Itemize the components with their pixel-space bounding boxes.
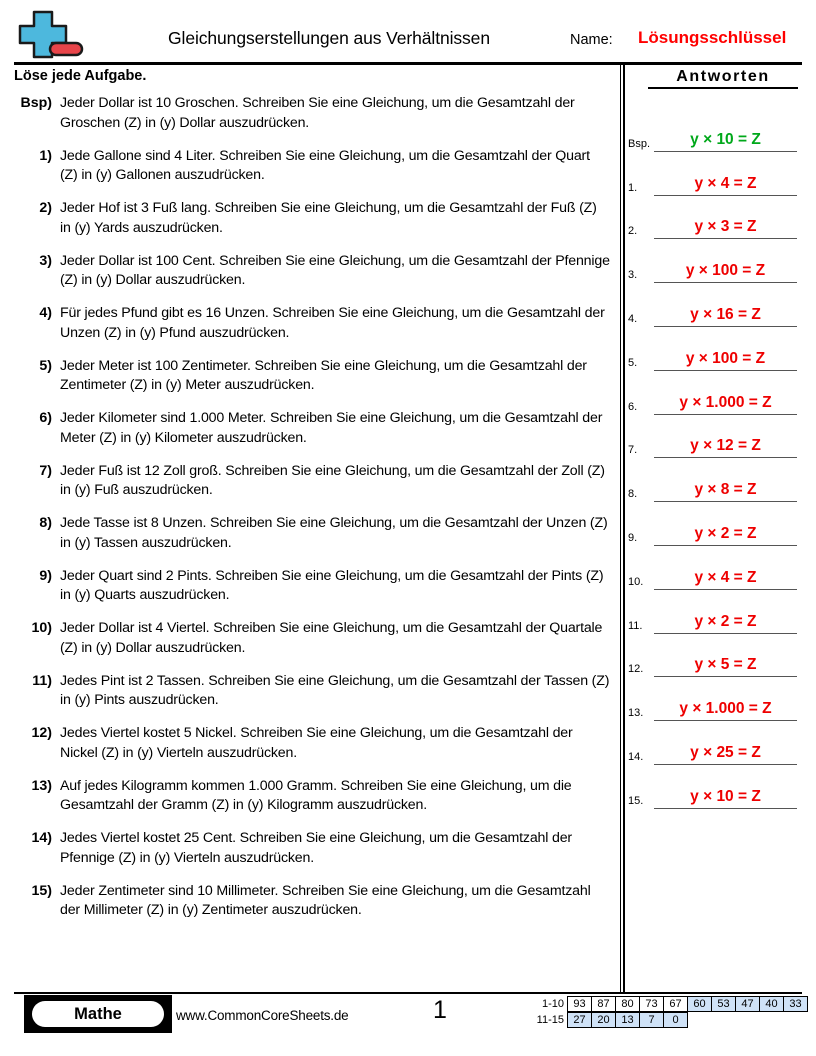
answer-value: y × 100 = Z: [685, 349, 766, 367]
answer-number: 9.: [628, 531, 638, 544]
answer-blank-line[interactable]: [654, 370, 797, 371]
question-text: Jede Tasse ist 8 Unzen. Schreiben Sie eine Gleichung, um die Gesamtzahl der Unzen (Z) in (y) Tassen auszudrücken.: [60, 515, 608, 551]
question-text: Jede Gallone sind 4 Liter. Schreiben Sie eine Gleichung, um die Gesamtzahl der Quart (Z) in (y) Gallonen auszudrücken.: [60, 147, 590, 183]
answer-blank-line[interactable]: [654, 326, 797, 327]
question-row: [14, 514, 610, 553]
grading-cell: 27: [567, 1012, 592, 1028]
grading-cell: 87: [591, 996, 616, 1012]
question-row: [14, 619, 610, 658]
answer-number: 7.: [628, 444, 638, 457]
question-number: 1): [39, 147, 52, 164]
question-text: Jedes Viertel kostet 25 Cent. Schreiben Sie eine Gleichung, um die Gesamtzahl der Pfennige (Z) in (y) Vierteln auszudrücken.: [60, 830, 572, 866]
question-number: 13): [31, 777, 52, 794]
questions-list: [14, 94, 610, 934]
answer-blank-line[interactable]: [654, 151, 797, 152]
answer-blank-line[interactable]: [654, 764, 797, 765]
answer-blank-line[interactable]: [654, 195, 797, 196]
answer-row: [628, 373, 803, 417]
answer-number: 3.: [628, 269, 638, 282]
question-number: 12): [31, 725, 52, 741]
question-row: [14, 304, 610, 343]
answer-value: y × 2 = Z: [694, 612, 757, 630]
answer-number: 14.: [628, 750, 644, 763]
question-number: 14): [31, 830, 52, 846]
question-text: Jeder Hof ist 3 Fuß lang. Schreiben Sie eine Gleichung, um die Gesamtzahl der Fuß (Z) in (y) Yards auszudrücken.: [60, 200, 597, 236]
question-row: [14, 777, 610, 816]
answer-value: y × 25 = Z: [690, 743, 761, 761]
question-row: [14, 462, 610, 501]
answer-row: [628, 241, 803, 285]
question-text: Jeder Kilometer sind 1.000 Meter. Schreiben Sie eine Gleichung, um die Gesamtzahl der Meter (Z) in (y) Kilometer auszudrücken.: [60, 410, 603, 446]
grading-cell: 13: [615, 1012, 640, 1028]
answer-row: [628, 285, 803, 329]
answer-blank-line[interactable]: [654, 633, 797, 634]
answer-blank-line[interactable]: [654, 282, 797, 283]
question-text: Jeder Meter ist 100 Zentimeter. Schreiben Sie eine Gleichung, um die Gesamtzahl der Zentimeter (Z) in (y) Meter auszudrücken.: [60, 357, 587, 393]
question-row: [14, 199, 610, 238]
grading-cell: 93: [567, 996, 592, 1012]
grading-cell: 33: [783, 996, 808, 1012]
question-row: [14, 357, 610, 396]
question-row: [14, 567, 610, 606]
grading-cell: 60: [687, 996, 712, 1012]
answer-blank-line[interactable]: [654, 414, 797, 415]
question-text: Für jedes Pfund gibt es 16 Unzen. Schreiben Sie eine Gleichung, um die Gesamtzahl der Unzen (Z) in (y) Pfund auszudrücken.: [60, 305, 605, 341]
answer-number: 8.: [628, 488, 638, 501]
answer-number: 6.: [628, 400, 638, 413]
answer-value: y × 10 = Z: [690, 787, 761, 805]
header-divider-rule: [14, 62, 802, 65]
answer-row: [628, 723, 803, 767]
answer-value: y × 1.000 = Z: [679, 393, 772, 411]
question-text: Auf jedes Kilogramm kommen 1.000 Gramm. Schreiben Sie eine Gleichung, um die Gesamtzahl der Gramm (Z) in (y) Kilogramm auszudrücken.: [60, 777, 572, 813]
question-number: Bsp): [20, 95, 52, 111]
answer-number: 12.: [628, 663, 644, 676]
answer-value: y × 1.000 = Z: [679, 700, 772, 718]
answer-number: Bsp.: [628, 137, 651, 150]
question-row: [14, 672, 610, 711]
grading-cell: 0: [663, 1012, 688, 1028]
question-text: Jeder Fuß ist 12 Zoll groß. Schreiben Sie eine Gleichung, um die Gesamtzahl der Zoll (Z) in (y) Fuß auszudrücken.: [60, 462, 605, 498]
answer-row: [628, 548, 803, 592]
answer-row: [628, 767, 803, 811]
answer-row: [628, 110, 803, 154]
answer-blank-line[interactable]: [654, 676, 797, 677]
answer-number: 1.: [628, 181, 638, 194]
question-row: [14, 724, 610, 763]
question-number: 9): [39, 567, 52, 584]
answer-value: y × 4 = Z: [694, 568, 757, 586]
question-text: Jeder Quart sind 2 Pints. Schreiben Sie eine Gleichung, um die Gesamtzahl der Pints (Z) in (y) Quarts auszudrücken.: [60, 567, 604, 603]
grading-scale-table: [528, 996, 808, 1028]
answers-column-heading: Antworten: [648, 68, 798, 89]
answer-number: 10.: [628, 575, 644, 588]
column-divider: [620, 64, 625, 992]
answer-value: y × 4 = Z: [694, 174, 757, 192]
answer-number: 2.: [628, 225, 638, 238]
question-row: [14, 94, 610, 133]
question-row: [14, 829, 610, 868]
question-row: [14, 252, 610, 291]
answer-row: [628, 460, 803, 504]
answer-blank-line[interactable]: [654, 457, 797, 458]
answer-value: y × 3 = Z: [694, 218, 757, 236]
grading-row-label: 1-10: [541, 998, 564, 1010]
grading-cell: 53: [711, 996, 736, 1012]
question-number: 4): [39, 305, 52, 321]
answer-row: [628, 679, 803, 723]
answers-list: [628, 110, 803, 811]
answer-blank-line[interactable]: [654, 501, 797, 502]
website-url: www.CommonCoreSheets.de: [176, 1008, 349, 1023]
answer-value-example: y × 10 = Z: [690, 130, 761, 148]
page-title: Gleichungserstellungen aus Verhältnissen: [168, 28, 490, 48]
grading-cell: 47: [735, 996, 760, 1012]
page-number: 1: [433, 996, 447, 1024]
answer-blank-line[interactable]: [654, 808, 797, 809]
question-number: 11): [32, 672, 52, 689]
name-label: Name:: [570, 32, 613, 48]
grading-cell: 73: [639, 996, 664, 1012]
page-header: [14, 0, 802, 62]
brand-label: Mathe: [32, 1001, 164, 1027]
answer-value: y × 12 = Z: [690, 437, 761, 455]
answer-number: 5.: [628, 356, 638, 369]
grading-cell: 40: [759, 996, 784, 1012]
question-text: Jeder Dollar ist 100 Cent. Schreiben Sie eine Gleichung, um die Gesamtzahl der Pfennige (Z) in (y) Dollar auszudrücken.: [60, 252, 610, 288]
grading-row: [528, 1012, 808, 1028]
question-number: 10): [31, 620, 52, 636]
question-row: [14, 882, 610, 921]
commoncoresheets-logo-icon: [14, 10, 86, 62]
grading-cell: 80: [615, 996, 640, 1012]
question-number: 3): [39, 252, 52, 269]
answer-value: y × 16 = Z: [690, 305, 761, 323]
instruction-text: Löse jede Aufgabe.: [14, 68, 147, 84]
answer-row: [628, 198, 803, 242]
answer-row: [628, 592, 803, 636]
answer-blank-line[interactable]: [654, 238, 797, 239]
grading-cell: 7: [639, 1012, 664, 1028]
answer-row: [628, 329, 803, 373]
question-number: 8): [39, 515, 52, 531]
answer-blank-line[interactable]: [654, 589, 797, 590]
grading-row: [528, 996, 808, 1012]
answer-blank-line[interactable]: [654, 545, 797, 546]
brand-badge: [24, 995, 172, 1033]
answer-number: 15.: [628, 794, 644, 807]
question-text: Jeder Dollar ist 4 Viertel. Schreiben Sie eine Gleichung, um die Gesamtzahl der Quartale (Z) in (y) Dollar auszudrücken.: [60, 620, 603, 656]
grading-cell: 67: [663, 996, 688, 1012]
answer-number: 4.: [628, 312, 638, 325]
question-row: [14, 409, 610, 448]
question-text: Jedes Pint ist 2 Tassen. Schreiben Sie eine Gleichung, um die Gesamtzahl der Tassen (Z) in (y) Pints auszudrücken.: [60, 672, 610, 708]
question-text: Jedes Viertel kostet 5 Nickel. Schreiben Sie eine Gleichung, um die Gesamtzahl der Nickel (Z) in (y) Vierteln auszudrücken.: [60, 725, 573, 761]
question-number: 6): [39, 410, 52, 426]
answer-row: [628, 636, 803, 680]
answer-value: y × 5 = Z: [694, 656, 757, 674]
footer-divider-rule: [14, 992, 802, 994]
question-number: 5): [39, 357, 52, 374]
question-row: [14, 147, 610, 186]
answer-row: [628, 504, 803, 548]
question-number: 2): [39, 200, 52, 216]
page-footer: [0, 992, 816, 1056]
answer-row: [628, 417, 803, 461]
answer-number: 13.: [628, 707, 644, 720]
answer-value: y × 8 = Z: [694, 481, 757, 499]
question-number: 15): [31, 882, 52, 899]
question-text: Jeder Zentimeter sind 10 Millimeter. Schreiben Sie eine Gleichung, um die Gesamtzahl der Millimeter (Z) in (y) Zentimeter auszudrücken.: [60, 882, 591, 918]
answer-row: [628, 154, 803, 198]
answer-value: y × 100 = Z: [685, 262, 766, 280]
question-number: 7): [39, 462, 52, 479]
answer-number: 11.: [628, 619, 643, 632]
answer-value: y × 2 = Z: [694, 524, 757, 542]
grading-row-label: 11-15: [536, 1014, 564, 1026]
answer-blank-line[interactable]: [654, 720, 797, 721]
grading-cell: 20: [591, 1012, 616, 1028]
answer-key-badge: Lösungsschlüssel: [638, 28, 787, 47]
question-text: Jeder Dollar ist 10 Groschen. Schreiben Sie eine Gleichung, um die Gesamtzahl der Groschen (Z) in (y) Dollar auszudrücken.: [60, 95, 575, 131]
